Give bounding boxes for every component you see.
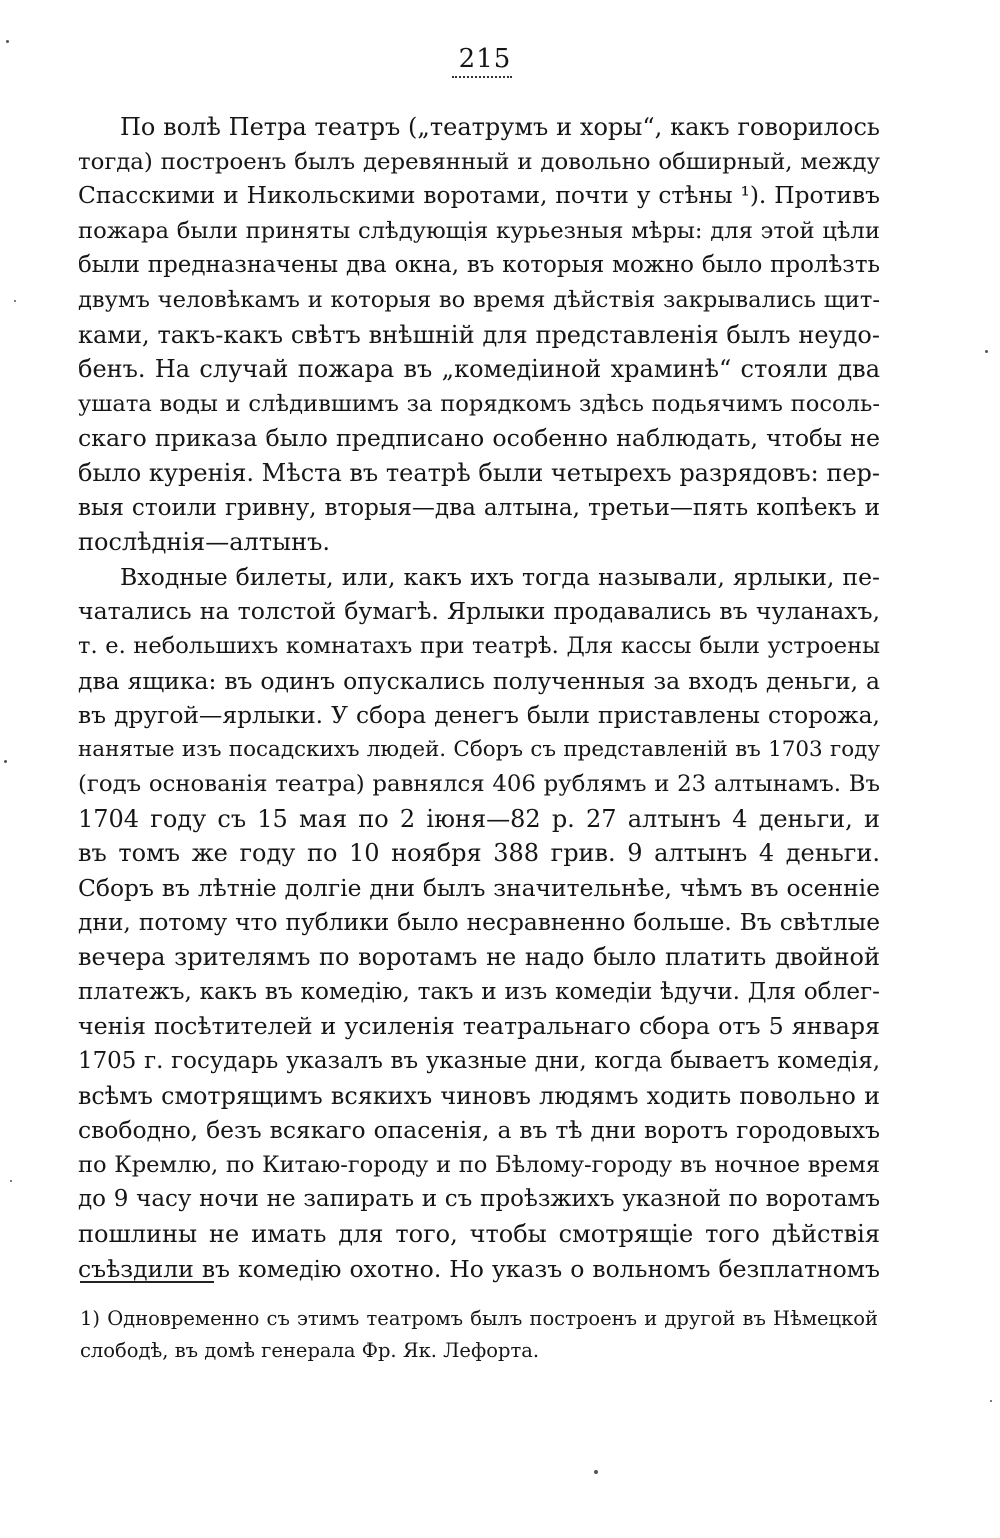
text-line: съѣздили въ комедію охотно. Но указъ о вольномъ безплатномъ xyxy=(78,1254,880,1283)
page-number: 215 xyxy=(458,44,512,74)
text-line: по Кремлю, по Китаю-городу и по Бѣлому-городу въ ночное время xyxy=(78,1151,880,1178)
text-line: скаго приказа было предписано особенно наблюдать, чтобы не xyxy=(78,424,880,453)
paragraph-1 xyxy=(78,110,880,560)
scan-speck xyxy=(14,300,16,302)
scan-speck xyxy=(6,40,9,43)
scan-speck xyxy=(4,760,7,763)
page-number-underline xyxy=(452,76,512,78)
text-line: ченія посѣтителей и усиленія театральнаго сбора отъ 5 января xyxy=(78,1012,880,1041)
scan-speck xyxy=(594,1470,598,1474)
text-line: Входные билеты, или, какъ ихъ тогда называли, ярлыки, пе- xyxy=(120,562,880,591)
text-line: 1704 году съ 15 мая по 2 іюня—82 р. 27 алтынъ 4 деньги, и xyxy=(78,804,880,833)
text-line: ками, такъ-какъ свѣтъ внѣшній для представленія былъ неудо- xyxy=(78,320,880,349)
paragraph-2 xyxy=(78,560,880,1286)
text-line: (годъ основанія театра) равнялся 406 рублямъ и 23 алтынамъ. Въ xyxy=(78,771,880,798)
text-line: Спасскими и Никольскими воротами, почти у стѣны ¹). Противъ xyxy=(78,182,880,210)
text-line: бенъ. На случай пожара въ „комедіиной храминѣ“ стояли два xyxy=(78,355,880,384)
text-line: въ томъ же году по 10 ноября 388 грив. 9 алтынъ 4 деньги. xyxy=(78,839,880,868)
text-line: тогда) построенъ былъ деревянный и довольно обширный, между xyxy=(78,148,880,175)
scan-speck xyxy=(990,1400,992,1402)
text-line: выя стоили гривну, вторыя—два алтына, третьи—пять копѣекъ и xyxy=(78,494,880,521)
text-line: были предназначены два окна, въ которыя можно было пролѣзть xyxy=(78,252,880,279)
text-line: два ящика: въ одинъ опускались полученныя за входъ деньги, а xyxy=(78,666,880,695)
text-line: было куренія. Мѣста въ театрѣ были четырехъ разрядовъ: пер- xyxy=(78,458,880,487)
text-line: 1705 г. государь указалъ въ указные дни, когда бываетъ комедія, xyxy=(78,1048,880,1075)
text-line: въ другой—ярлыки. У сбора денегъ были приставлены сторожа, xyxy=(78,701,880,730)
text-line: пожара были приняты слѣдующія курьезныя мѣры: для этой цѣли xyxy=(78,217,880,244)
footnote xyxy=(80,1303,878,1367)
body-text xyxy=(78,110,880,1286)
text-line: пошлины не имать для того, чтобы смотрящіе того дѣйствія xyxy=(78,1220,880,1248)
text-line: вечера зрителямъ по воротамъ не надо было платить двойной xyxy=(78,943,880,972)
text-line: нанятые изъ посадскихъ людей. Сборъ съ представленій въ 1703 году xyxy=(78,736,880,762)
text-line: Сборъ въ лѣтніе долгіе дни былъ значительнѣе, чѣмъ въ осенніе xyxy=(78,874,880,903)
text-line: дни, потому что публики было несравненно больше. Въ свѣтлые xyxy=(78,908,880,936)
text-line: т. е. небольшихъ комнатахъ при театрѣ. Для кассы были устроены xyxy=(78,632,880,659)
text-line: до 9 часу ночи не запирать и съ проѣзжихъ указной по воротамъ xyxy=(78,1186,880,1213)
text-line: всѣмъ смотрящимъ всякихъ чиновъ людямъ ходить повольно и xyxy=(78,1081,880,1110)
text-line: платежъ, какъ въ комедію, такъ и изъ комедіи ѣдучи. Для облег- xyxy=(78,978,880,1005)
text-line: ушата воды и слѣдившимъ за порядкомъ здѣсь подьячимъ посоль- xyxy=(78,390,880,417)
footnote-separator xyxy=(80,1281,214,1283)
footnote-line: слободѣ, въ домѣ генерала Фр. Як. Лефорта. xyxy=(80,1339,540,1362)
text-line: свободно, безъ всякаго опасенія, а въ тѣ дни воротъ городовыхъ xyxy=(78,1116,880,1145)
text-line: чатались на толстой бумагѣ. Ярлыки продавались въ чуланахъ, xyxy=(78,597,880,626)
scan-speck xyxy=(985,350,988,353)
footnote-line: 1) Одновременно съ этимъ театромъ былъ построенъ и другой въ Нѣмецкой xyxy=(80,1307,878,1330)
text-line: двумъ человѣкамъ и которыя во время дѣйствія закрывались щит- xyxy=(78,286,880,313)
text-line: послѣднія—алтынъ. xyxy=(78,528,331,557)
scan-speck xyxy=(10,1180,12,1182)
text-line: По волѣ Петра театръ („театрумъ и хоры“, какъ говорилось xyxy=(120,113,880,141)
